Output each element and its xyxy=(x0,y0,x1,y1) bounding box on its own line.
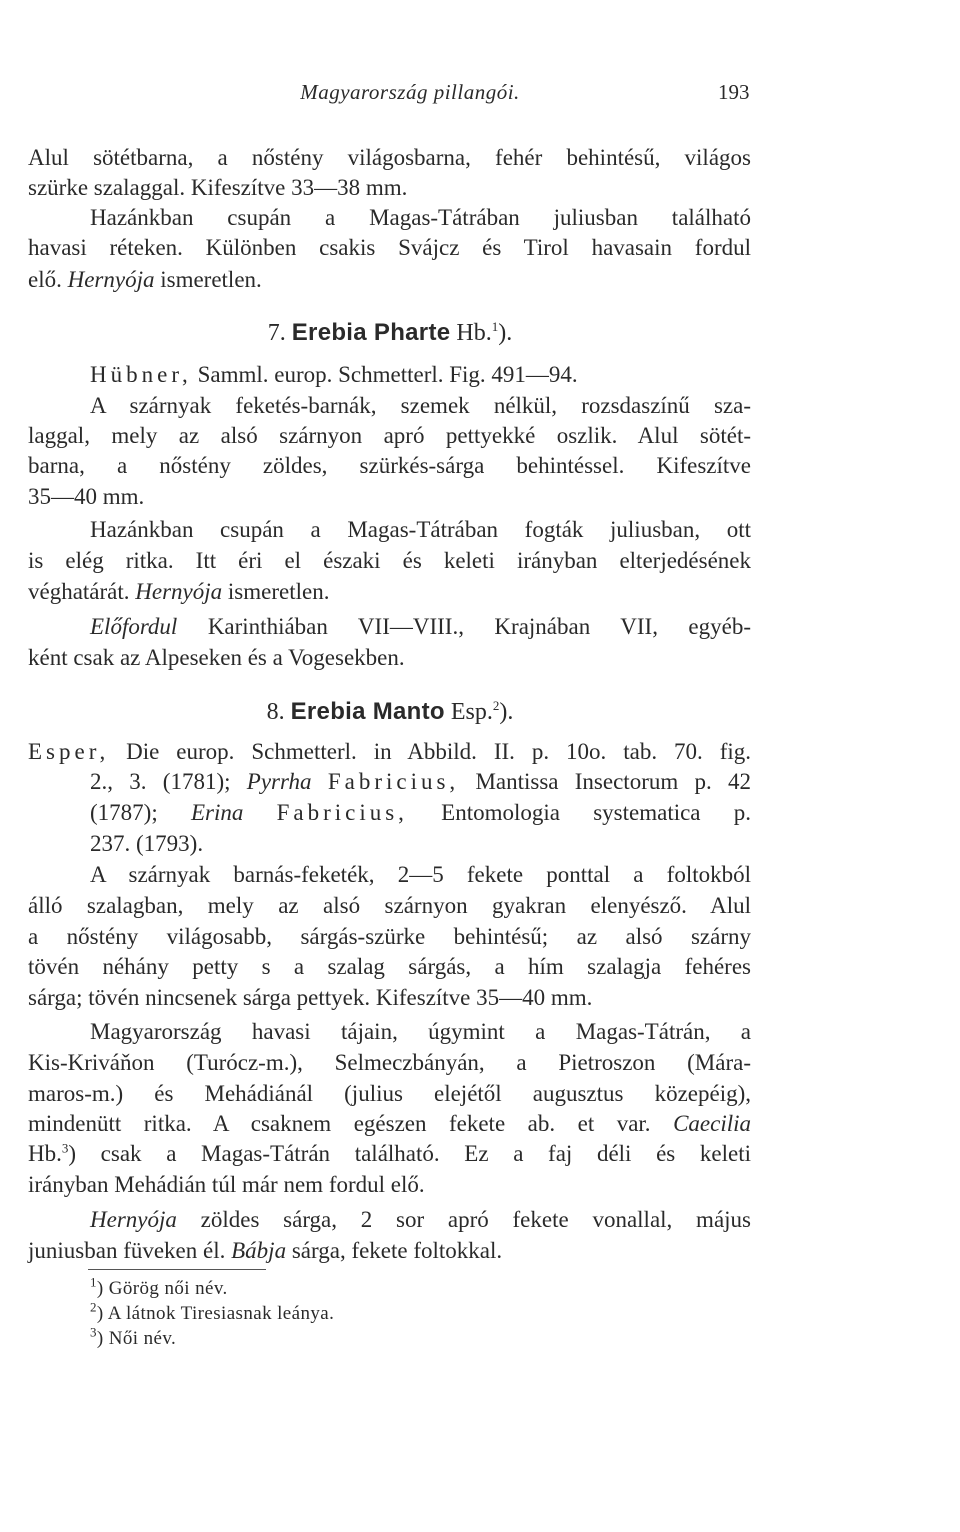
footnote: $^3$) Női név. xyxy=(90,1324,177,1349)
text-line: szürke szalaggal. Kifeszítve 33—38 mm. xyxy=(28,175,408,200)
text-line: 35—40 mm. xyxy=(28,484,145,509)
text-line: A szárnyak feketés-barnák, szemek nélkül, rozsdaszínű sza- xyxy=(90,393,751,418)
text-line: laggal, mely az alsó szárnyon apró pettyekké oszlik. Alul sötét- xyxy=(28,423,751,448)
page-number: 193 xyxy=(718,80,750,104)
running-header: Magyarország pillangói. xyxy=(300,80,520,104)
text-line: Hb.$^3$) csak a Magas-Tátrán található. Ez a faj déli és keleti xyxy=(28,1140,751,1166)
reference-line: 237. (1793). xyxy=(90,831,204,856)
text-line: Alul sötétbarna, a nőstény világosbarna, fehér behintésű, világos xyxy=(28,145,751,170)
footnote: $^1$) Görög női név. xyxy=(90,1274,228,1299)
text-line: álló szalagban, mely az alsó szárnyon gyakran elenyésző. Alul xyxy=(28,893,751,918)
reference-line: (1787); Erina Fabricius, Entomologia systematica p. xyxy=(90,800,751,825)
species-heading-8: 8. Erebia Manto Esp.$^2$). xyxy=(266,698,514,725)
reference-line: Hübner, Samml. europ. Schmetterl. Fig. 491—94. xyxy=(90,362,578,387)
text-line: sárga; tövén nincsenek sárga pettyek. Kifeszítve 35—40 mm. xyxy=(28,985,593,1010)
text-line: mindenütt ritka. A csaknem egészen fekete ab. et var. Caecilia xyxy=(28,1111,751,1136)
text-line: Hernyója zöldes sárga, 2 sor apró fekete vonallal, május xyxy=(90,1207,751,1232)
text-line: havasi réteken. Különben csakis Svájcz és Tirol havasain fordul xyxy=(28,235,751,260)
reference-line: 2., 3. (1781); Pyrrha Fabricius, Mantissa Insectorum p. 42 xyxy=(90,769,752,794)
footnote: $^2$) A látnok Tiresiasnak leánya. xyxy=(90,1299,335,1324)
species-heading-7: 7. Erebia Pharte Hb.$^1$). xyxy=(267,319,513,346)
text-line: is elég ritka. Itt éri el északi és keleti irányban elterjedésének xyxy=(28,548,751,573)
footnote-rule xyxy=(88,1269,266,1270)
text-line: a nőstény világosabb, sárgás-szürke behintésű; az alsó szárny xyxy=(28,924,751,949)
text-line: Előfordul Karinthiában VII—VIII., Krajnában VII, egyéb- xyxy=(90,614,752,639)
text-line: ként csak az Alpeseken és a Vogesekben. xyxy=(28,645,405,670)
text-line: barna, a nőstény zöldes, szürkés-sárga behintéssel. Kifeszítve xyxy=(28,453,751,478)
text-line: véghatárát. Hernyója ismeretlen. xyxy=(28,579,330,604)
text-line: Magyarország havasi tájain, úgymint a Magas-Tátrán, a xyxy=(90,1019,751,1044)
text-line: tövén néhány petty s a szalag sárgás, a hím szalagja fehéres xyxy=(28,954,751,979)
text-line: irányban Mehádián túl már nem fordul elő. xyxy=(28,1172,425,1197)
text-line: Hazánkban csupán a Magas-Tátrában juliusban található xyxy=(90,205,751,230)
text-line: elő. Hernyója ismeretlen. xyxy=(28,267,262,292)
text-line: maros-m.) és Mehádiánál (julius elejétől augusztus közepéig), xyxy=(28,1081,751,1106)
text-line: Kis-Kriváňon (Turócz-m.), Selmeczbányán, a Pietroszon (Mára- xyxy=(28,1050,751,1075)
text-line: juniusban füveken él. Bábja sárga, fekete foltokkal. xyxy=(28,1238,503,1263)
text-line: A szárnyak barnás-feketék, 2—5 fekete ponttal a foltokból xyxy=(90,862,751,887)
text-line: Hazánkban csupán a Magas-Tátrában fogták juliusban, ott xyxy=(90,517,751,542)
reference-line: Esper, Die europ. Schmetterl. in Abbild. II. p. 10o. tab. 70. fig. xyxy=(28,739,752,764)
